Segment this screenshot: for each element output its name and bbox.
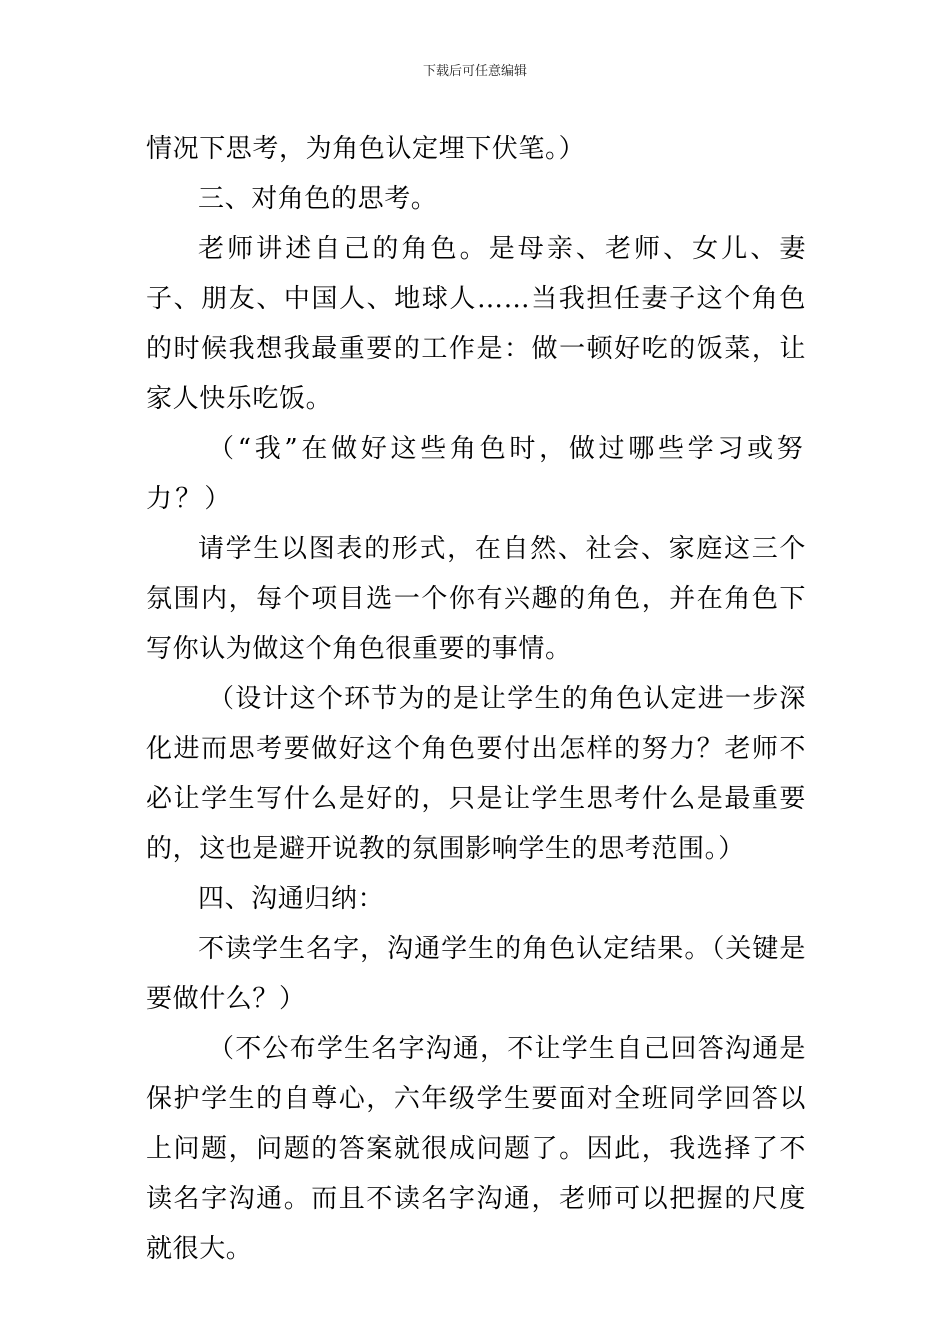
paragraph-teacher-roles: 老师讲述自己的角色。是母亲、老师、女儿、妻子、朋友、中国人、地球人……当我担任妻子这个角色的时候我想我最重要的工作是：做一顿好吃的饭菜，让家人快乐吃饭。 — [146, 234, 806, 414]
page-header: 下载后可任意编辑 — [422, 64, 527, 79]
section-heading-four: 四、沟通归纳： — [198, 884, 385, 914]
paragraph-design-note: （设计这个环节为的是让学生的角色认定进一步深化进而思考要做好这个角色要付出怎样的努力？老师不必让学生写什么是好的，只是让学生思考什么是最重要的，这也是避开说教的氛围影响学生的思考范围。） — [146, 684, 806, 864]
section-heading-three: 三、对角色的思考。 — [198, 184, 438, 214]
paragraph-communication: 不读学生名字，沟通学生的角色认定结果。（关键是要做什么？） — [146, 934, 806, 1014]
paragraph-continuation: 情况下思考，为角色认定埋下伏笔。） — [146, 134, 586, 164]
paragraph-privacy-note: （不公布学生名字沟通，不让学生自己回答沟通是保护学生的自尊心，六年级学生要面对全班同学回答以上问题，问题的答案就很成问题了。因此，我选择了不读名字沟通。而且不读名字沟通，老师可以把握的尺度就很大。 — [146, 1034, 806, 1264]
document-body — [146, 124, 806, 1274]
paragraph-question-efforts: （“我”在做好这些角色时，做过哪些学习或努力？） — [146, 434, 806, 514]
paragraph-student-chart: 请学生以图表的形式，在自然、社会、家庭这三个氛围内，每个项目选一个你有兴趣的角色，并在角色下写你认为做这个角色很重要的事情。 — [146, 534, 806, 664]
